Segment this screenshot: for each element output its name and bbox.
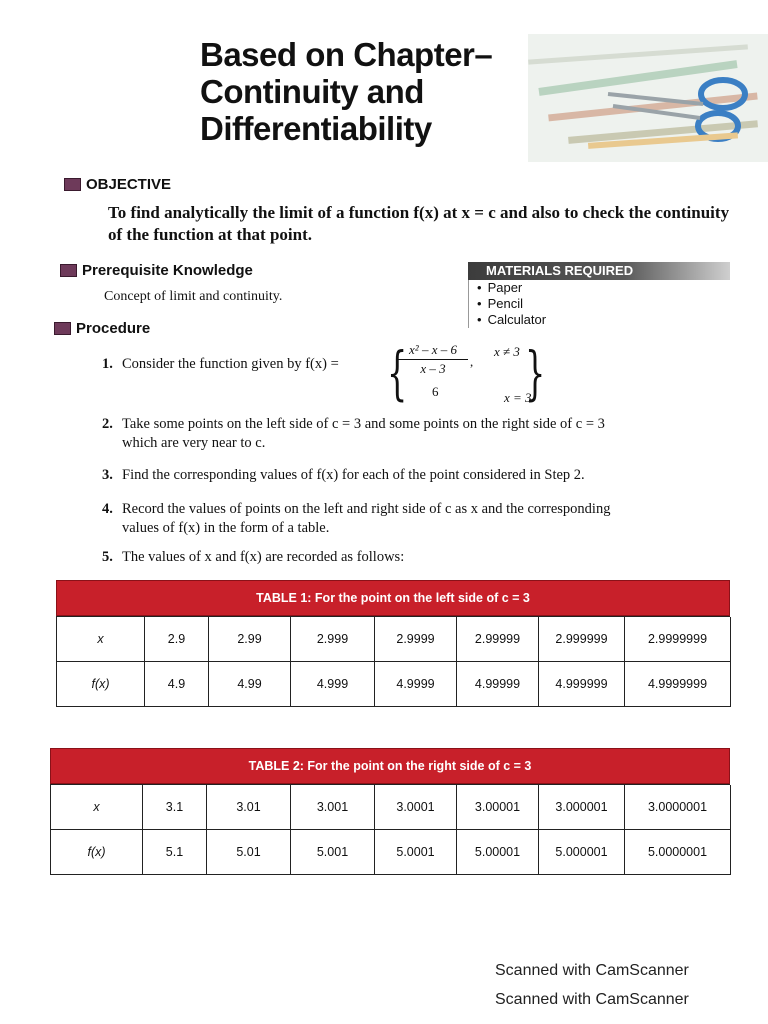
step-text-cont: which are very near to c.	[122, 435, 266, 451]
fraction	[398, 342, 468, 377]
procedure-heading	[54, 320, 150, 337]
table-cell: 4.999999	[539, 662, 625, 707]
table-cell: 5.0001	[375, 830, 457, 875]
table-cell: 2.99999	[457, 617, 539, 662]
fraction-denominator: x – 3	[420, 361, 446, 376]
row-label-fx: f(x)	[57, 662, 145, 707]
procedure-step-3	[102, 466, 732, 485]
objective-text: To find analytically the limit of a function f(x) at x = c and also to check the continuity of the function at that point.	[108, 203, 730, 244]
step-number: 4.	[102, 501, 113, 517]
table-title: TABLE 1: For the point on the left side of c = 3	[56, 580, 730, 616]
page-title	[200, 36, 492, 147]
table-cell: 5.000001	[539, 830, 625, 875]
title-line-3: Differentiability	[200, 110, 432, 147]
table-title: TABLE 2: For the point on the right side of c = 3	[50, 748, 730, 784]
row-label-x: x	[57, 617, 145, 662]
table-cell: 3.000001	[539, 785, 625, 830]
table-cell: 3.0000001	[625, 785, 731, 830]
table-cell: 2.9	[145, 617, 209, 662]
table-cell: 4.99999	[457, 662, 539, 707]
section-bullet-icon	[60, 264, 77, 277]
table-cell: 4.9999	[375, 662, 457, 707]
step-text: Record the values of points on the left and right side of c as x and the corresponding	[122, 501, 611, 517]
fraction-comma: ,	[470, 354, 474, 369]
piecewise-value-six: 6	[432, 384, 439, 399]
condition-equal: x = 3	[504, 390, 532, 405]
fraction-numerator: x² – x – 6	[398, 342, 468, 360]
procedure-heading-text: Procedure	[76, 320, 151, 337]
procedure-step-4	[102, 500, 732, 538]
table-cell: 2.9999	[375, 617, 457, 662]
row-label-x: x	[51, 785, 143, 830]
prerequisite-heading-text: Prerequisite Knowledge	[82, 262, 253, 279]
step-text: Consider the function given by f(x) =	[122, 356, 339, 372]
prerequisite-heading	[60, 262, 253, 279]
left-brace: {	[387, 339, 408, 407]
table-grid	[56, 616, 730, 707]
title-line-2: Continuity and	[200, 73, 424, 110]
table-cell: 3.001	[291, 785, 375, 830]
section-bullet-icon	[54, 322, 71, 335]
table-cell: 2.99	[209, 617, 291, 662]
table-cell: 3.00001	[457, 785, 539, 830]
table-cell: 4.9	[145, 662, 209, 707]
section-bullet-icon	[64, 178, 81, 191]
objective-heading-text: OBJECTIVE	[86, 176, 172, 193]
piecewise-function	[100, 340, 560, 410]
step-number: 5.	[102, 549, 113, 565]
procedure-step-5	[102, 548, 732, 567]
row-label-fx: f(x)	[51, 830, 143, 875]
condition-not-equal: x ≠ 3	[494, 344, 520, 359]
table-cell: 5.0000001	[625, 830, 731, 875]
step-text: Take some points on the left side of c = 3 and some points on the right side of c = 3	[122, 416, 605, 432]
materials-item: • Pencil	[477, 296, 730, 312]
table-cell: 4.999	[291, 662, 375, 707]
table-right-side	[50, 748, 730, 875]
materials-list	[468, 280, 730, 328]
step-number: 2.	[102, 416, 113, 432]
table-left-side	[56, 580, 730, 707]
materials-heading: MATERIALS REQUIRED	[468, 262, 730, 280]
step-number: 1.	[102, 356, 113, 372]
table-cell: 4.99	[209, 662, 291, 707]
step-number: 3.	[102, 467, 113, 483]
table-cell: 3.0001	[375, 785, 457, 830]
objective-heading	[64, 176, 171, 193]
prerequisite-text: Concept of limit and continuity.	[104, 289, 283, 304]
table-cell: 3.01	[207, 785, 291, 830]
right-brace: }	[525, 339, 546, 407]
materials-item: • Paper	[477, 280, 730, 296]
table-grid	[50, 784, 730, 875]
scanner-watermark: Scanned with CamScanner	[495, 991, 689, 1008]
title-line-1: Based on Chapter–	[200, 36, 493, 73]
table-cell: 5.01	[207, 830, 291, 875]
scissors-pencils-icon	[528, 34, 768, 162]
step-text: The values of x and f(x) are recorded as follows:	[122, 549, 405, 565]
table-cell: 3.1	[143, 785, 207, 830]
step-text: Find the corresponding values of f(x) for each of the point considered in Step 2.	[122, 467, 585, 483]
table-cell: 2.999999	[539, 617, 625, 662]
materials-box	[468, 262, 730, 327]
table-cell: 4.9999999	[625, 662, 731, 707]
table-cell: 2.9999999	[625, 617, 731, 662]
table-cell: 2.999	[291, 617, 375, 662]
procedure-step-2	[102, 415, 732, 453]
stationery-image	[528, 34, 768, 162]
table-cell: 5.001	[291, 830, 375, 875]
table-cell: 5.1	[143, 830, 207, 875]
table-cell: 5.00001	[457, 830, 539, 875]
step-text-cont: values of f(x) in the form of a table.	[122, 520, 330, 536]
scanner-watermark: Scanned with CamScanner	[495, 962, 689, 979]
materials-item: • Calculator	[477, 312, 730, 328]
